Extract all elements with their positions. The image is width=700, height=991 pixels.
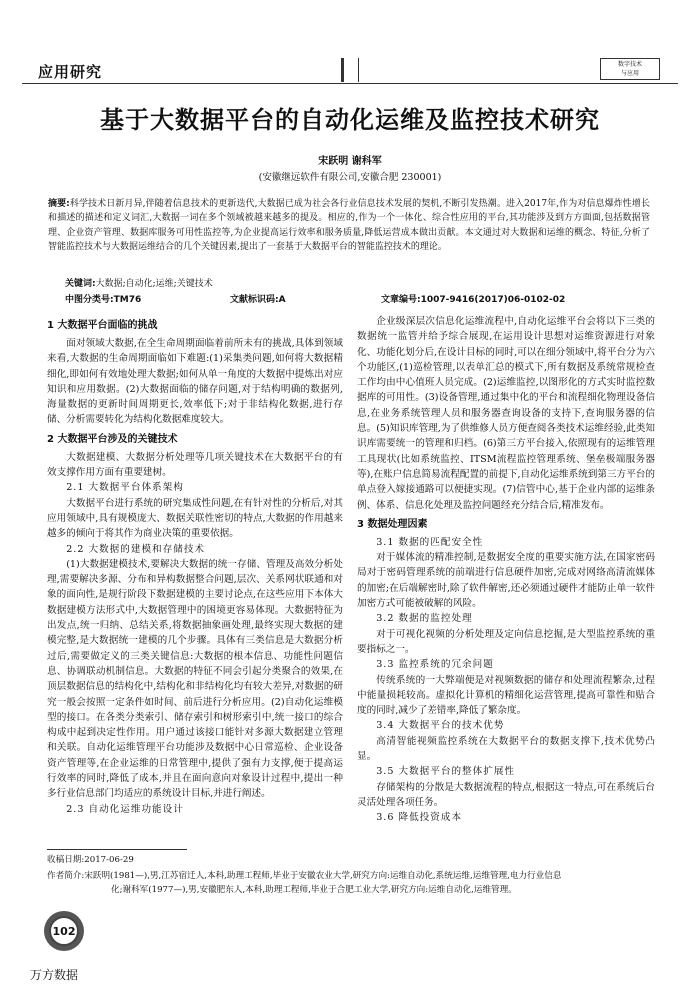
clc-number: 中图分类号:TM76 [65, 295, 142, 305]
heading-section-3-4: 3.4 大数据平台的技术优势 [376, 720, 505, 732]
abstract [48, 197, 650, 255]
page-number-badge [44, 911, 84, 951]
author-bio-line1: 作者简介:宋跃明(1981—),男,江苏宿迁人,本科,助理工程师,毕业于安徽农业大学,研究方向:运维自动化,系统运维,运维管理,电力行业信息 [47, 871, 562, 881]
paragraph: 传统系统的一大弊端便是对视频数据的储存和处理流程繁杂,过程中能量损耗较高。虚拟化计算机的精细化运营管理,提高可靠性和贴合度的同时,减少了差错率,降低了繁杂度。 [357, 674, 655, 717]
journal-logo [600, 58, 660, 80]
paragraph: 面对领域大数据,在全生命周期面临着前所未有的挑战,具体到领域来看,大数据的生命周期面临如下难题:(1)采集类问题,如何将大数据精细化,即如何有效地处理大数据;如何从单一角度的大数据中提炼出对应知识和应用数据。(2)大数据面临的储存问题,对于结构明确的数据列,海量数据的更新时间周期更长,效率低下;对于非结构化数据,进行存储、分析需要转化为结构化数据难度较大。 [47, 338, 343, 426]
paragraph: (1)大数据建模技术,要解决大数据的统一存储、管理及高效分析处理,需要解决多源、分布和异构数据整合问题,层次、关系网状联通和对象的面向性,是规行阶段下数据建模的主要讨论点,在这些应用下本体大数据建模方法形式中,大数据管理中的困境更容易体现。大数据特征为出发点,统一归纳、总结关系,将数据抽象画处理,最终实现大数据的建模完整,是大数据统一建模的几个步骤。具体有三类信息是大数据分析过后,需要做定义的三类关键信息:大数据的根本信息、功能性问题信息、协调联动机制信息。大数据的特征不同会引起分类聚合的效果,在顶层数据信息的结构化中,结构化和非结构化均有较大差异,对数据的研究一般会按照一定条件如时间、前后进行分析应用。(2)自动化运维模型的接口。在各类分类索引、储存索引和树形索引中,统一接口的综合构成中起到决定性作用。用户通过该接口能针对多源大数据建立管理和关联。自动化运维管理平台功能涉及数据中心日常巡检、企业设备资产管理等,在企业运维的日常管理中,提供了强有力支撑,便于提高运行效率的同时,降低了成本,并且在面向意向对象设计过程中,提出一种多行业信息部门均适应的系统设计目标,并进行阐述。 [47, 558, 343, 800]
journal-logo-line1: 数字技术 [617, 61, 642, 68]
heading-section-2-3: 2.3 自动化运维功能设计 [66, 803, 184, 815]
header-divider-bar [341, 58, 344, 82]
section-label: 应用研究 [38, 63, 103, 81]
article-title: 基于大数据平台的自动化运维及监控技术研究 [100, 105, 600, 134]
heading-section-2-1: 2.1 大数据平台体系架构 [66, 482, 184, 494]
page-number: 102 [49, 916, 79, 946]
heading-section-2: 2 大数据平台涉及的关键技术 [47, 433, 178, 445]
author-bio-line2: 化;谢科军(1977—),男,安徽肥东人,本科,助理工程师,毕业于合肥工业大学,研究方向:运维自动化,运维管理。 [111, 885, 517, 895]
keywords [65, 276, 213, 289]
paragraph: 对于媒体流的精准控制,是数据安全度的重要实施方法,在国家密码局对于密码管理系统的前端进行信息硬件加密,完成对网络高清流媒体的加密;在后端解密时,除了软件解密,还必须通过硬件才能防止单一软件加密方式可能被破解的风险。 [357, 552, 655, 610]
article-affiliation: (安徽继远软件有限公司,安徽合肥 230001) [258, 172, 442, 183]
paragraph: 大数据平台进行系统的研究集成性问题,在有针对性的分析后,对其应用领域中,具有规模庞大、数据关联性密切的特点,大数据的作用越来越多的倾向于将其作为商业决策的重要依据。 [47, 497, 343, 540]
received-date: 收稿日期:2017-06-29 [47, 855, 134, 865]
article-authors: 宋跃明 谢科军 [318, 156, 382, 167]
heading-section-3-1: 3.1 数据的匹配安全性 [376, 536, 484, 548]
heading-section-3-6: 3.6 降低投资成本 [376, 812, 463, 824]
paragraph: 企业级深层次信息化运维流程中,自动化运维平台会将以下三类的数据统一监管并给予综合展现,在运用设计思想对运维资源进行对象化、功能化划分后,在设计目标的同时,可以在细分领域中,将平台分为六个功能区,(1)巡检管理,以表单汇总的模式下,所有数据及系统常规检查工作均由中心值班人员完成。(2)运维监控,以图形化的方式实时监控数据库的可用性。(3)设备管理,通过集中化的平台和流程细化物理设备信息,在业务系统管理人员和服务器查询设备的支持下,查询服务器的信息。(5)知识库管理,为了供维修人员方便查阅各类技术运维经验,此类知识库需要统一的管理和归档。(6)第三方平台接入,依照现有的运维管理工具现状(比如系统监控、ITSM流程监控管理系统、堡垒极端服务器等),在账户信息简易流程配置的前提下,自动化运维系统到第三方平台的单点登入嫁接通路可以便捷实现。(7)信管中心,基于企业内部的运维条例、体系、信息化处理及监控问题经充分结合后,精准发布。 [357, 316, 655, 511]
heading-section-3: 3 数据处理因素 [357, 518, 428, 530]
paragraph: 高清智能视频监控系统在大数据平台的数据支撑下,技术优势凸显。 [357, 735, 655, 763]
right-column [357, 314, 655, 826]
article-number: 文章编号:1007-9416(2017)06-0102-02 [381, 295, 566, 305]
keywords-label: 关键词: [65, 279, 96, 289]
paragraph: 大数据建模、大数据分析处理等几项关键技术在大数据平台的有效支撑作用方面有重要建树。 [47, 451, 343, 479]
abstract-text: 科学技术日新月异,伴随着信息技术的更新迭代,大数据已成为社会各行业信息技术发展的契机,不断引发热潮。进入2017年,作为对信息爆炸性增长和描述的描述和定义词汇,大数据一词在多个领域被越来越多的提及。相应的,作为一个一体化、综合性应用的平台,其功能涉及到方方面面,包括数据管理、企业资产管理、数据库服务可用性监控等,为企业提高运行效率和服务质量,降低运营成本做出贡献。本文通过对大数据和运维的概念、特征,分析了智能监控技术与大数据运维结合的几个关键因素,提出了一套基于大数据平台的智能监控技术的理论。 [48, 199, 650, 253]
footnote-rule [47, 849, 187, 850]
keywords-text: 大数据;自动化;运维;关键技术 [95, 279, 213, 289]
paragraph: 存储架构的分散是大数据流程的特点,根据这一特点,可在系统后台灵活处理各项任务。 [357, 781, 655, 808]
heading-section-3-2: 3.2 数据的监控处理 [376, 613, 473, 625]
heading-section-3-3: 3.3 监控系统的冗余问题 [376, 659, 494, 671]
heading-section-3-5: 3.5 大数据平台的整体扩展性 [376, 766, 516, 778]
left-column [47, 314, 343, 817]
document-code: 文献标识码:A [230, 295, 286, 305]
header-rule [22, 83, 678, 84]
watermark-text: 万方数据 [30, 968, 79, 982]
heading-section-2-2: 2.2 大数据的建模和存储技术 [66, 543, 206, 555]
abstract-label: 摘要: [48, 199, 70, 209]
paragraph: 对于可视化视频的分析处理及定向信息挖掘,是大型监控系统的重要指标之一。 [357, 628, 655, 655]
heading-section-1: 1 大数据平台面临的挑战 [47, 320, 158, 331]
header-divider-bar-2 [358, 58, 359, 82]
journal-logo-line2: 与应用 [620, 70, 639, 77]
author-bio [47, 869, 660, 897]
